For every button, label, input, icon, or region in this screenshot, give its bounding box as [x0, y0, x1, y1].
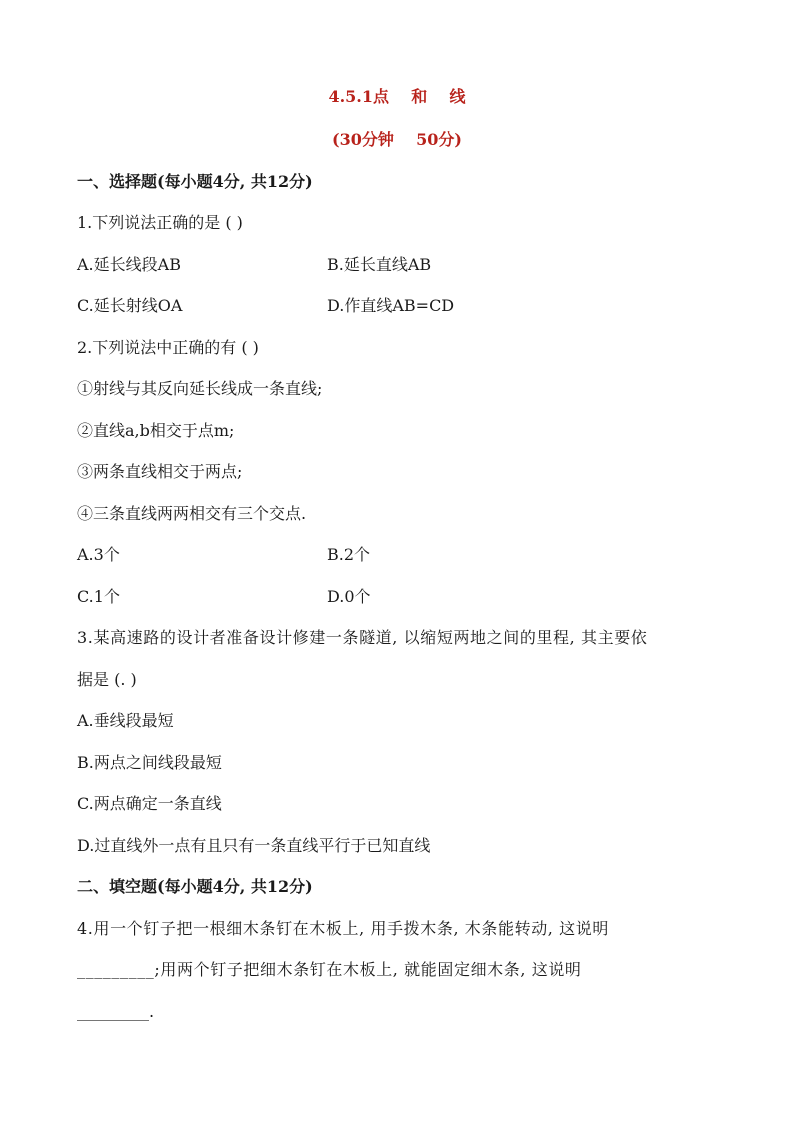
question-1-option-a: A.延长线段AB: [77, 255, 181, 274]
question-1-option-c: C.延长射线OA: [77, 296, 183, 315]
question-4-line-3: _________.: [77, 1002, 155, 1021]
time-score-subtitle: (30分钟 50分): [332, 130, 462, 149]
question-2-statement-4: ④三条直线两两相交有三个交点.: [77, 504, 307, 523]
question-3-stem-line-1: 3.某高速路的设计者准备设计修建一条隧道, 以缩短两地之间的里程, 其主要依: [77, 628, 648, 647]
question-3-stem-line-2: 据是 (. ): [77, 670, 137, 689]
question-1-stem: 1.下列说法正确的是 ( ): [77, 213, 243, 232]
question-2-option-d: D.0个: [327, 587, 371, 606]
question-4-line-1: 4.用一个钉子把一根细木条钉在木板上, 用手拨木条, 木条能转动, 这说明: [77, 919, 609, 938]
question-2-stem: 2.下列说法中正确的有 ( ): [77, 338, 259, 357]
question-2-option-c: C.1个: [77, 587, 120, 606]
question-2-statement-1: ①射线与其反向延长线成一条直线;: [77, 379, 323, 398]
question-1-option-d: D.作直线AB=CD: [327, 296, 455, 315]
question-2-statement-2: ②直线a,b相交于点m;: [77, 421, 235, 440]
question-3-option-a: A.垂线段最短: [77, 711, 174, 730]
question-3-option-c: C.两点确定一条直线: [77, 794, 222, 813]
question-1-option-b: B.延长直线AB: [327, 255, 432, 274]
question-3-option-b: B.两点之间线段最短: [77, 753, 222, 772]
question-3-option-d: D.过直线外一点有且只有一条直线平行于已知直线: [77, 836, 431, 855]
section-heading-choice: 一、选择题(每小题4分, 共12分): [77, 172, 313, 191]
question-2-option-b: B.2个: [327, 545, 371, 564]
page-title: 4.5.1点 和 线: [328, 87, 466, 106]
section-heading-fill-in: 二、填空题(每小题4分, 共12分): [77, 877, 313, 896]
question-4-line-2: _________;用两个钉子把细木条钉在木板上, 就能固定细木条, 这说明: [77, 960, 582, 979]
question-2-option-a: A.3个: [77, 545, 120, 564]
question-2-statement-3: ③两条直线相交于两点;: [77, 462, 243, 481]
